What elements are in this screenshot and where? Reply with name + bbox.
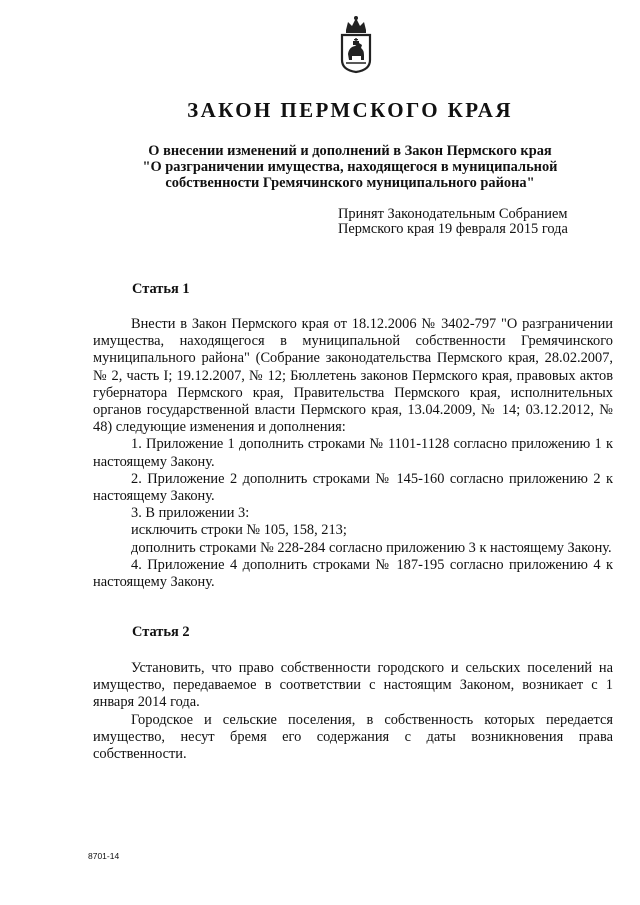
adoption-line: Пермского края 19 февраля 2015 года [338,221,568,237]
adoption-note [338,207,618,237]
subject-line: О внесении изменений и дополнений в Закон Пермского края [148,143,552,159]
article-1-paragraph: Внести в Закон Пермского края от 18.12.2006 № 3402-797 "О разграничении имущества, находящегося в муниципальной собственности Гремячинского муниципального района" (Собрание законодательства Пермского края, 28.02.2007, № 2, часть I; 19.12.2007, № 12; Бюллетень законов Пермского края, правовых актов губернатора Пермского края, Правительства Пермского края, исполнительных органов государственной власти Пермского края, 13.04.2009, № 14; 03.12.2012, № 48) следующие изменения и дополнения: [93,316,613,436]
article-2-body [93,660,613,763]
subject-line: собственности Гремячинского муниципального района" [165,175,535,191]
coat-of-arms-icon [336,14,376,74]
article-2-paragraph: Установить, что право собственности городского и сельских поселений на имущество, передаваемое в соответствии с настоящим Законом, возникает с 1 января 2014 года. [93,660,613,711]
article-1-paragraph: исключить строки № 105, 158, 213; [131,522,347,539]
article-1-paragraph: 1. Приложение 1 дополнить строками № 1101-1128 согласно приложению 1 к настоящему Закону. [93,436,613,470]
article-2-heading: Статья 2 [132,624,190,640]
article-1-heading: Статья 1 [132,281,190,297]
article-1-paragraph: дополнить строками № 228-284 согласно приложению 3 к настоящему Закону. [131,539,612,556]
article-1-paragraph: 2. Приложение 2 дополнить строками № 145-160 согласно приложению 2 к настоящему Закону. [93,470,613,505]
subject-line: "О разграничении имущества, находящегося в муниципальной [142,159,558,175]
law-title: ЗАКОН ПЕРМСКОГО КРАЯ [187,98,513,122]
article-1-body [93,316,613,591]
article-1-paragraph: 3. В приложении 3: [131,505,250,522]
article-2-paragraph: Городское и сельские поселения, в собственность которых передается имущество, несут бремя его содержания с даты возникновения права собственности. [93,711,613,763]
document-code: 8701-14 [88,851,120,861]
adoption-line: Принят Законодательным Собранием [338,206,568,222]
article-1-paragraph: 4. Приложение 4 дополнить строками № 187-195 согласно приложению 4 к настоящему Закону. [93,556,613,591]
law-subject [100,143,600,191]
